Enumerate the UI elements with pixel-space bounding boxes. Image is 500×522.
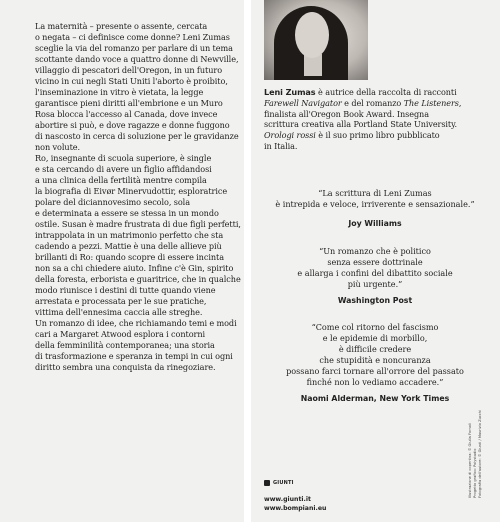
publisher-url: www.giunti.it [264, 496, 311, 503]
synopsis-line: abortire si può, e dove ragazze e donne fuggono [35, 120, 230, 130]
publisher-urls [264, 495, 326, 513]
book-title: Orologi rossi [264, 130, 316, 141]
bio-line: Leni Zumas è autrice della raccolta di racconti [264, 87, 457, 97]
synopsis-line: a una clinica della fertilità mentre compila [35, 175, 207, 185]
book-title: The Listeners [403, 97, 459, 108]
author-photo [264, 0, 368, 80]
quote-line: “La scrittura di Leni Zumas [318, 188, 432, 198]
book-title: Farewell Navigator [264, 97, 342, 108]
bio-line: Farewell Navigator e del romanzo The Listeners, [264, 97, 462, 108]
synopsis-line: Un romanzo di idee, che richiamando temi e modi [35, 318, 237, 328]
publisher-name: GIUNTI [273, 480, 294, 486]
synopsis-text [35, 21, 241, 373]
bio-line: scrittura creativa alla Portland State University. [264, 119, 458, 130]
quote-line: è difficile credere [338, 343, 412, 354]
synopsis-line: brillanti di Ro: quando scopre di essere incinta [35, 252, 225, 262]
quote-line: più urgente.” [347, 278, 403, 289]
quote-line: senza essere dottrinale [327, 256, 423, 267]
synopsis-line: di nascosto in cerca di soluzione per le gravidanze [35, 131, 239, 141]
quote-attribution: Washington Post [337, 296, 413, 305]
review-quote [265, 246, 485, 290]
synopsis-line: villaggio di pescatori dell'Oregon, in un futuro [35, 65, 223, 75]
quote-attribution: Joy Williams [348, 219, 402, 228]
synopsis-line: intrappolata in un matrimonio perfetto che sta [35, 230, 224, 240]
synopsis-line: sceglie la via del romanzo per parlare di un tema [35, 43, 233, 53]
credit-line: Progetto grafico: Polystudio [473, 448, 477, 498]
synopsis-line: o negata – ci definisce come donne? Leni Zumas [35, 32, 230, 42]
publisher-logo [264, 480, 294, 486]
synopsis-line: garantisce pieni diritti all'embrione e un Muro [35, 98, 223, 108]
synopsis-line: cari a Margaret Atwood esplora i contorni [35, 329, 206, 339]
synopsis-line: cadendo a pezzi. Mattie è una delle allieve più [35, 241, 222, 251]
synopsis-line: e determinata a essere se stessa in un mondo [35, 208, 219, 218]
quote-line: “Un romanzo che è politico [319, 246, 431, 256]
review-quote [265, 322, 485, 387]
synopsis-line: La maternità – presente o assente, cercata [35, 21, 208, 31]
synopsis-line: la biografia di Eivør Minervudottir, esploratrice [35, 186, 228, 196]
review-quote [265, 188, 485, 210]
publisher-url: www.bompiani.eu [264, 505, 327, 512]
synopsis-line: arrestata e processata per le sue pratiche, [35, 296, 207, 306]
bio-line: in Italia. [264, 140, 298, 151]
synopsis-line: vicino in cui negli Stati Uniti l'aborto è proibito, [35, 76, 228, 86]
credit-line: Fotografia dell'autore: © Giunti / Maurizio Zucchi [478, 409, 482, 498]
bio-line: finalista all'Oregon Book Award. Insegna [264, 108, 429, 119]
synopsis-line: non volute. [35, 142, 81, 152]
quote-attribution: Naomi Alderman, New York Times [300, 394, 450, 403]
quote-line: che stupidità e noncuranza [319, 354, 431, 365]
synopsis-line: Rosa blocca l'accesso al Canada, dove invece [35, 109, 218, 119]
quote-line: finché non lo vediamo accadere.” [306, 376, 444, 387]
synopsis-line: diritto sembra una conquista da rinegoziare. [35, 362, 216, 372]
quote-line: “Come col ritorno del fascismo [311, 322, 439, 332]
quote-line: possano farci tornare all'orrore del passato [286, 365, 464, 376]
synopsis-line: non sa a chi chiedere aiuto. Infine c'è Gin, spirito [35, 263, 234, 273]
synopsis-line: e sta cercando di avere un figlio affidandosi [35, 164, 212, 174]
synopsis-line: modo riunisce i destini di tutte quando viene [35, 285, 216, 295]
synopsis-line: di trasformazione e speranza in tempi in cui ogni [35, 351, 233, 361]
synopsis-line: polare del diciannovesimo secolo, sola [35, 197, 190, 207]
giunti-logo-icon [264, 480, 270, 486]
bio-line: Orologi rossi è il suo primo libro pubblicato [264, 130, 440, 141]
synopsis-line: ostile. Susan è madre frustrata di due figli perfetti, [35, 219, 241, 229]
quote-line: e allarga i confini del dibattito sociale [297, 267, 453, 278]
quote-line: e le epidemie di morbillo, [322, 332, 428, 343]
synopsis-line: della foresta, erborista e guaritrice, che in qualche [35, 274, 241, 284]
synopsis-line: Ro, insegnante di scuola superiore, è single [35, 153, 212, 163]
synopsis-line: scottante dando voce a quattro donne di Newville, [35, 54, 239, 64]
synopsis-line: della femminilità contemporanea; una storia [35, 340, 215, 350]
quote-line: è intrepida e veloce, irriverente e sensazionale.” [275, 198, 475, 209]
flap-gutter [244, 0, 251, 522]
synopsis-line: vittima dell'ennesima caccia alle streghe. [35, 307, 203, 317]
credit-line: Illustrazione di copertina: © Giulia Fornoli [468, 423, 472, 498]
author-photo-face [295, 12, 329, 58]
cover-credits [468, 410, 483, 498]
synopsis-line: l'inseminazione in vitro è vietata, la legge [35, 87, 204, 97]
author-bio [264, 87, 486, 152]
author-name: Leni Zumas [264, 87, 316, 97]
